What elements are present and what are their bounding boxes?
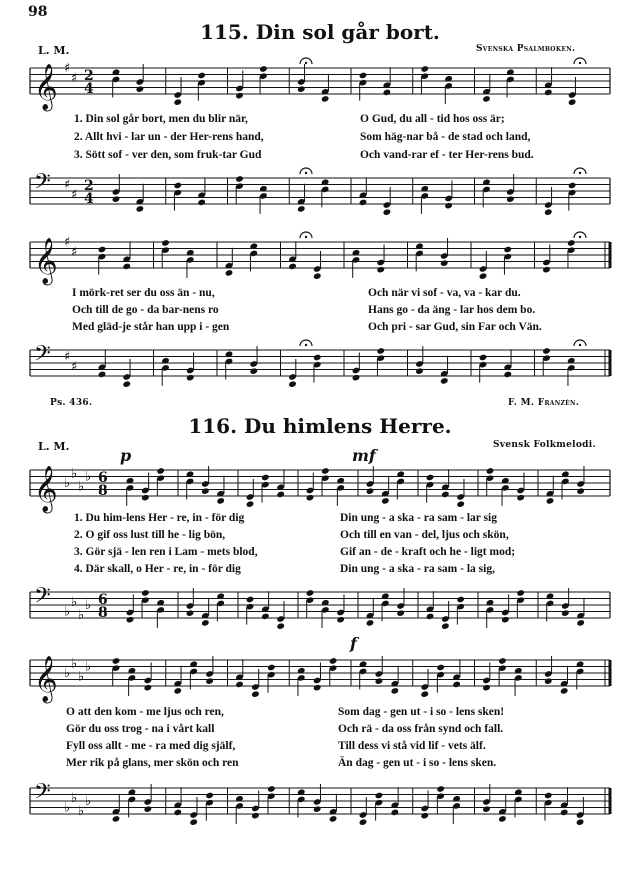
lyric-line: Gif an - de - kraft och he - ligt mod; (340, 546, 516, 558)
note-head (297, 85, 306, 93)
note-head (225, 269, 234, 277)
lyric-line: I mörk-ret ser du oss än - nu, (72, 287, 215, 299)
hymn-115-treble-staff-1 (0, 58, 640, 108)
flat-icon: ♭ (85, 598, 92, 613)
sharp-icon: ♯ (71, 70, 78, 86)
lyric-line: 3. Gör sjä - len ren i Lam - mets blod, (74, 546, 258, 558)
flat-icon: ♭ (64, 666, 71, 681)
note-head (391, 809, 400, 817)
note-head (359, 818, 368, 826)
sharp-icon: ♯ (71, 359, 78, 375)
lyric-line: Hans go - da äng - lar hos dem bo. (368, 304, 536, 316)
flat-icon: ♭ (64, 800, 71, 816)
note-head (436, 664, 445, 672)
note-head (186, 609, 195, 617)
note-head (503, 246, 512, 254)
note-head (426, 474, 435, 482)
note-head (498, 815, 507, 823)
flat-icon: ♭ (71, 466, 78, 482)
note-head (189, 818, 198, 826)
note-head (544, 792, 553, 800)
fermata-dot (305, 172, 307, 174)
note-head (498, 657, 507, 665)
fermata-dot (579, 172, 581, 174)
note-head (329, 815, 338, 823)
note-head (542, 266, 551, 274)
hymn-116-source: Svensk Folkmelodi. (493, 440, 596, 450)
note-head (306, 589, 315, 597)
hymn-116-lyrics-2 (66, 706, 616, 778)
fermata-dot (305, 344, 307, 346)
hymn-116-bass-staff-2 (0, 778, 640, 828)
flat-icon: ♭ (64, 476, 71, 491)
flat-icon: ♭ (64, 604, 71, 620)
note-head (383, 89, 392, 97)
lyric-line: Som häg-nar bå - de stad och land, (360, 131, 531, 143)
note-head (201, 619, 210, 627)
note-head (415, 367, 424, 375)
note-head (568, 182, 577, 190)
note-head (144, 684, 153, 692)
fermata-dot (579, 344, 581, 346)
note-head (246, 596, 255, 604)
note-head (276, 622, 285, 630)
note-head (391, 687, 400, 695)
page-number: 98 (28, 4, 48, 20)
note-head (479, 272, 488, 280)
hymn-116-lyrics-1 (74, 512, 614, 584)
note-head (235, 681, 244, 689)
fermata-dot (579, 236, 581, 238)
note-head (126, 616, 135, 624)
hymn-115-bass-staff-2 (0, 340, 640, 390)
note-head (122, 380, 131, 388)
lyric-line: Din ung - a ska - ra sam - lar sig (340, 512, 497, 524)
note-head (452, 681, 461, 689)
note-head (276, 491, 285, 499)
lyric-line: O Gud, du all - tid hos oss är; (360, 113, 505, 125)
lyric-line: 1. Du him-lens Her - re, in - för dig (74, 512, 245, 524)
lyric-line: Och till en van - del, ljus och skön, (340, 529, 509, 541)
time-signature-top: 2 (84, 178, 94, 194)
note-head (359, 199, 368, 207)
note-head (375, 677, 384, 685)
lyric-line: 3. Sött sof - ver den, som fruk-tar Gud (74, 149, 262, 161)
sharp-icon: ♯ (64, 177, 71, 193)
lyric-line: Till dess vi stå vid lif - vets älf. (338, 740, 486, 752)
time-signature-top: 2 (84, 68, 94, 84)
lyric-line: Med gläd-je står han upp i - gen (72, 321, 230, 333)
note-head (261, 613, 270, 621)
note-head (440, 259, 449, 267)
note-head (267, 664, 276, 672)
note-head (336, 616, 345, 624)
note-head (501, 616, 510, 624)
lyric-line: Och rä - da oss från synd och fall. (338, 723, 504, 735)
note-head (173, 98, 182, 106)
hymn-115-footer-right: F. M. Franzén. (508, 398, 580, 408)
note-head (542, 347, 551, 355)
flat-icon: ♭ (78, 669, 85, 685)
note-head (420, 690, 429, 698)
flat-icon: ♭ (71, 594, 78, 610)
note-head (259, 65, 268, 73)
fermata-dot (305, 62, 307, 64)
note-head (201, 487, 210, 495)
note-head (546, 497, 555, 505)
lyric-line: Gör du oss trog - na i vårt kall (66, 723, 215, 735)
note-head (383, 208, 392, 216)
note-head (352, 374, 361, 382)
note-head (366, 619, 375, 627)
hymn-115-bass-staff-1 (0, 168, 640, 218)
note-head (396, 609, 405, 617)
note-head (516, 589, 525, 597)
note-head (544, 208, 553, 216)
note-head (173, 809, 182, 817)
dynamic-marking: f (350, 634, 357, 653)
lyric-line: Och pri - sar Gud, sin Far och Vän. (368, 321, 542, 333)
note-head (141, 494, 150, 502)
time-signature-bottom: 8 (98, 483, 108, 499)
note-head (249, 367, 258, 375)
hymn-115-title (0, 20, 640, 44)
lyric-line: 4. Där skall, o Her - re, in - för dig (74, 563, 241, 575)
note-head (482, 805, 491, 813)
note-head (313, 805, 322, 813)
note-head (136, 205, 145, 213)
flat-icon: ♭ (85, 469, 92, 485)
note-head (544, 677, 553, 685)
note-head (197, 199, 206, 207)
hymn-116-treble-staff-2 (0, 650, 640, 700)
note-head (456, 596, 465, 604)
note-head (136, 85, 145, 93)
note-head (186, 374, 195, 382)
note-head (576, 487, 585, 495)
lyric-line: Som dag - gen ut - i so - lens sken! (338, 706, 505, 718)
lyric-line: Mer rik på glans, mer skön och ren (66, 757, 239, 769)
lyric-line: O att den kom - me ljus och ren, (66, 706, 224, 718)
note-head (544, 89, 553, 97)
note-head (98, 371, 107, 379)
note-head (156, 467, 165, 475)
hymn-116-title (0, 414, 640, 438)
time-signature-top: 6 (98, 470, 108, 486)
note-head (376, 347, 385, 355)
note-head (441, 491, 450, 499)
note-head (161, 239, 170, 247)
lyric-line: Din ung - a ska - ra sam - la sig, (340, 563, 495, 575)
hymn-115-source: Svenska Psalmboken. (476, 44, 576, 54)
sharp-icon: ♯ (64, 349, 71, 365)
note-head (503, 371, 512, 379)
bass-clef-icon: 𝄢 (34, 341, 51, 372)
hymn-116-meter: L. M. (38, 440, 70, 453)
note-head (516, 494, 525, 502)
note-head (173, 687, 182, 695)
time-signature-top: 6 (98, 592, 108, 608)
note-head (420, 65, 429, 73)
note-head (261, 474, 270, 482)
treble-clef-icon: 𝄞 (34, 64, 58, 110)
lyric-line: 1. Din sol går bort, men du blir när, (74, 113, 248, 125)
note-head (329, 657, 338, 665)
note-head (568, 98, 577, 106)
flat-icon: ♭ (85, 794, 92, 809)
note-head (122, 263, 131, 271)
note-head (313, 272, 322, 280)
lyric-line: Fyll oss allt - me - ra med dig själf, (66, 740, 236, 752)
note-head (205, 677, 214, 685)
lyric-line: 2. Allt hvi - lar un - der Her-rens hand, (74, 131, 264, 143)
note-head (321, 467, 330, 475)
sharp-icon: ♯ (71, 187, 78, 203)
time-signature-bottom: 4 (84, 191, 94, 207)
note-head (235, 175, 244, 183)
note-head (479, 354, 488, 362)
note-head (251, 812, 260, 820)
note-head (426, 613, 435, 621)
note-head (567, 239, 576, 247)
lyric-line: Och när vi sof - va, va - kar du. (368, 287, 521, 299)
note-head (359, 72, 368, 80)
note-head (560, 809, 569, 817)
hymn-115-lyrics-1 (74, 113, 614, 167)
note-head (112, 657, 121, 665)
note-head (561, 609, 570, 617)
note-head (197, 72, 206, 80)
bass-clef-icon: 𝄢 (34, 169, 51, 200)
note-head (576, 619, 585, 627)
hymn-116-bass-staff-1 (0, 582, 640, 632)
note-head (297, 205, 306, 213)
sharp-icon: ♯ (71, 244, 78, 260)
hymn-115-footer-left: Ps. 436. (50, 398, 93, 408)
hymn-115-meter: L. M. (38, 44, 70, 57)
note-head (205, 792, 214, 800)
note-head (267, 785, 276, 793)
note-head (560, 687, 569, 695)
note-head (144, 805, 153, 813)
note-head (376, 266, 385, 274)
flat-icon: ♭ (71, 656, 78, 672)
flat-icon: ♭ (71, 790, 78, 806)
lyric-line: Än dag - gen ut - i so - lens sken. (338, 757, 497, 769)
fermata-dot (579, 62, 581, 64)
note-head (112, 815, 121, 823)
note-head (313, 354, 322, 362)
note-head (441, 622, 450, 630)
bass-clef-icon: 𝄢 (34, 779, 51, 810)
time-signature-bottom: 4 (84, 81, 94, 97)
note-head (366, 487, 375, 495)
dynamic-marking: p (120, 446, 132, 465)
treble-clef-icon: 𝄞 (34, 466, 58, 512)
treble-clef-icon: 𝄞 (34, 238, 58, 284)
note-head (375, 792, 384, 800)
note-head (235, 92, 244, 100)
note-head (444, 202, 453, 210)
note-head (381, 497, 390, 505)
flat-icon: ♭ (85, 659, 92, 675)
hymn-title: Din sol går bort. (255, 20, 440, 44)
time-signature-bottom: 8 (98, 605, 108, 621)
note-head (576, 818, 585, 826)
fermata-dot (305, 236, 307, 238)
note-head (246, 500, 255, 508)
note-head (288, 263, 297, 271)
note-head (456, 500, 465, 508)
note-head (482, 684, 491, 692)
note-head (420, 812, 429, 820)
hymn-115-treble-staff-2 (0, 232, 640, 282)
bass-clef-icon: 𝄢 (34, 583, 51, 614)
sharp-icon: ♯ (64, 235, 71, 250)
hymn-115-lyrics-2 (72, 287, 612, 341)
note-head (506, 195, 515, 203)
dynamic-marking: mf (352, 446, 376, 465)
note-head (288, 380, 297, 388)
lyric-line: Och vand-rar ef - ter Her-rens bud. (360, 149, 534, 161)
lyric-line: Och till de go - da bar-nens ro (72, 304, 219, 316)
note-head (98, 246, 107, 254)
note-head (482, 95, 491, 103)
lyric-line: 2. O gif oss lust till he - lig bön, (74, 529, 226, 541)
note-head (486, 467, 495, 475)
flat-icon: ♭ (78, 479, 85, 495)
note-head (321, 95, 330, 103)
note-head (251, 690, 260, 698)
note-head (173, 182, 182, 190)
note-head (440, 377, 449, 385)
treble-clef-icon: 𝄞 (34, 656, 58, 702)
hymn-number: 115. (200, 20, 249, 44)
hymn-title: Du himlens Herre. (244, 414, 452, 438)
flat-icon: ♭ (78, 607, 85, 623)
hymn-number: 116. (188, 414, 238, 438)
flat-icon: ♭ (78, 803, 85, 819)
hymn-116-treble-staff-1 (0, 460, 640, 510)
sharp-icon: ♯ (64, 61, 71, 76)
note-head (216, 497, 225, 505)
note-head (306, 494, 315, 502)
note-head (313, 684, 322, 692)
note-head (141, 589, 150, 597)
note-head (112, 195, 121, 203)
note-head (436, 785, 445, 793)
